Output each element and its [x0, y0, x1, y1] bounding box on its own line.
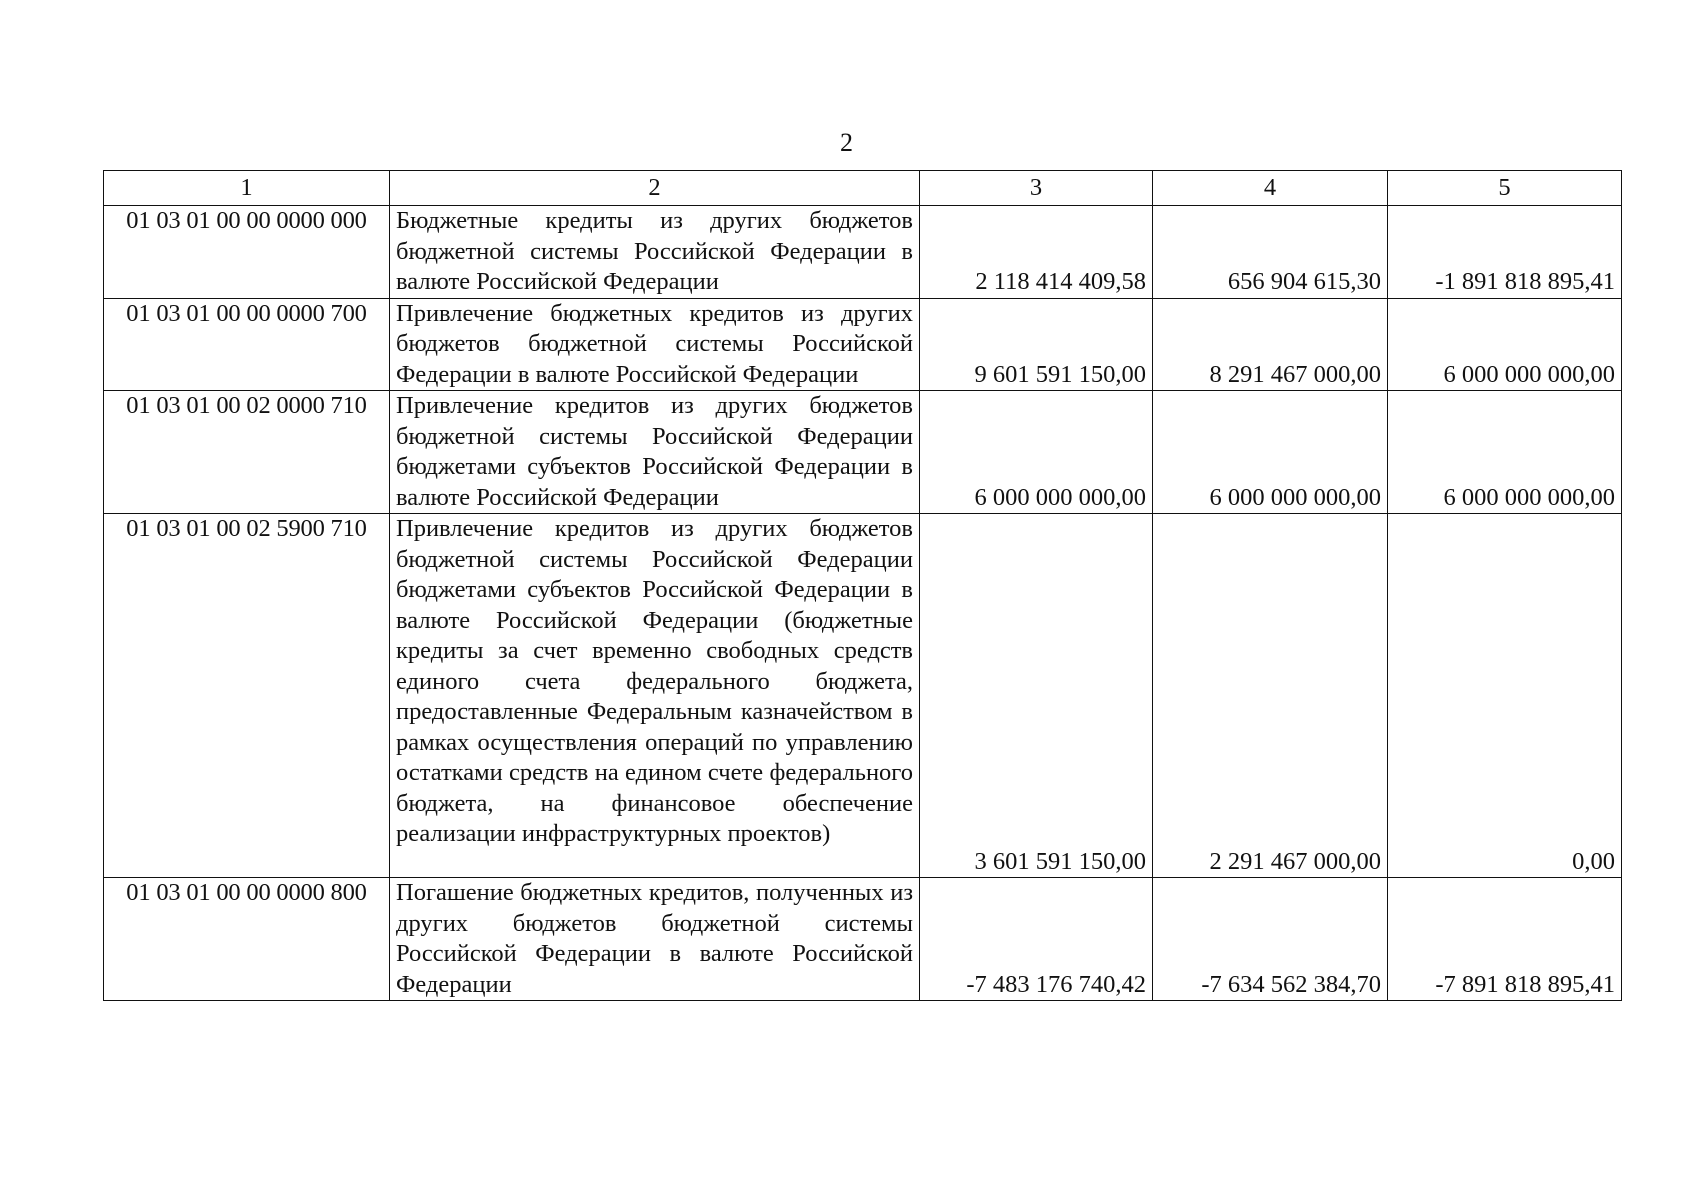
budget-sources-table	[103, 170, 1622, 1001]
column-header-1: 1	[104, 171, 390, 206]
amount-col3: 3 601 591 150,00	[920, 514, 1153, 878]
amount-col5: 6 000 000 000,00	[1388, 391, 1622, 514]
table-row	[104, 298, 1622, 391]
amount-col4: 6 000 000 000,00	[1153, 391, 1388, 514]
amount-col3: 9 601 591 150,00	[920, 298, 1153, 391]
amount-col4: -7 634 562 384,70	[1153, 878, 1388, 1001]
amount-col4: 8 291 467 000,00	[1153, 298, 1388, 391]
amount-col3: -7 483 176 740,42	[920, 878, 1153, 1001]
budget-code: 01 03 01 00 00 0000 800	[104, 878, 390, 1001]
row-description: Привлечение кредитов из других бюджетов бюджетной системы Российской Федерации бюджетами субъектов Российской Федерации в валюте Российской Федерации (бюджетные кредиты за счет временно свободных средств единого счета федерального бюджета, предоставленные Федеральным казначейством в рамках осуществления операций по управлению остатками средств на едином счете федерального бюджета, на финансовое обеспечение реализации инфраструктурных проектов)	[390, 514, 920, 878]
column-header-3: 3	[920, 171, 1153, 206]
row-description: Привлечение кредитов из других бюджетов бюджетной системы Российской Федерации бюджетами субъектов Российской Федерации в валюте Российской Федерации	[390, 391, 920, 514]
budget-code: 01 03 01 00 02 5900 710	[104, 514, 390, 878]
table-row	[104, 514, 1622, 878]
budget-code: 01 03 01 00 02 0000 710	[104, 391, 390, 514]
page-number: 2	[840, 128, 853, 157]
amount-col5: 6 000 000 000,00	[1388, 298, 1622, 391]
amount-col5: -1 891 818 895,41	[1388, 206, 1622, 299]
table-header-row	[104, 171, 1622, 206]
amount-col5: -7 891 818 895,41	[1388, 878, 1622, 1001]
column-header-5: 5	[1388, 171, 1622, 206]
row-description: Привлечение бюджетных кредитов из других бюджетов бюджетной системы Российской Федерации в валюте Российской Федерации	[390, 298, 920, 391]
amount-col5: 0,00	[1388, 514, 1622, 878]
column-header-4: 4	[1153, 171, 1388, 206]
row-description: Погашение бюджетных кредитов, полученных из других бюджетов бюджетной системы Российской Федерации в валюте Российской Федерации	[390, 878, 920, 1001]
table-row	[104, 878, 1622, 1001]
amount-col4: 2 291 467 000,00	[1153, 514, 1388, 878]
column-header-2: 2	[390, 171, 920, 206]
row-description: Бюджетные кредиты из других бюджетов бюджетной системы Российской Федерации в валюте Российской Федерации	[390, 206, 920, 299]
table-row	[104, 206, 1622, 299]
budget-code: 01 03 01 00 00 0000 700	[104, 298, 390, 391]
amount-col4: 656 904 615,30	[1153, 206, 1388, 299]
amount-col3: 2 118 414 409,58	[920, 206, 1153, 299]
budget-code: 01 03 01 00 00 0000 000	[104, 206, 390, 299]
amount-col3: 6 000 000 000,00	[920, 391, 1153, 514]
table-row	[104, 391, 1622, 514]
